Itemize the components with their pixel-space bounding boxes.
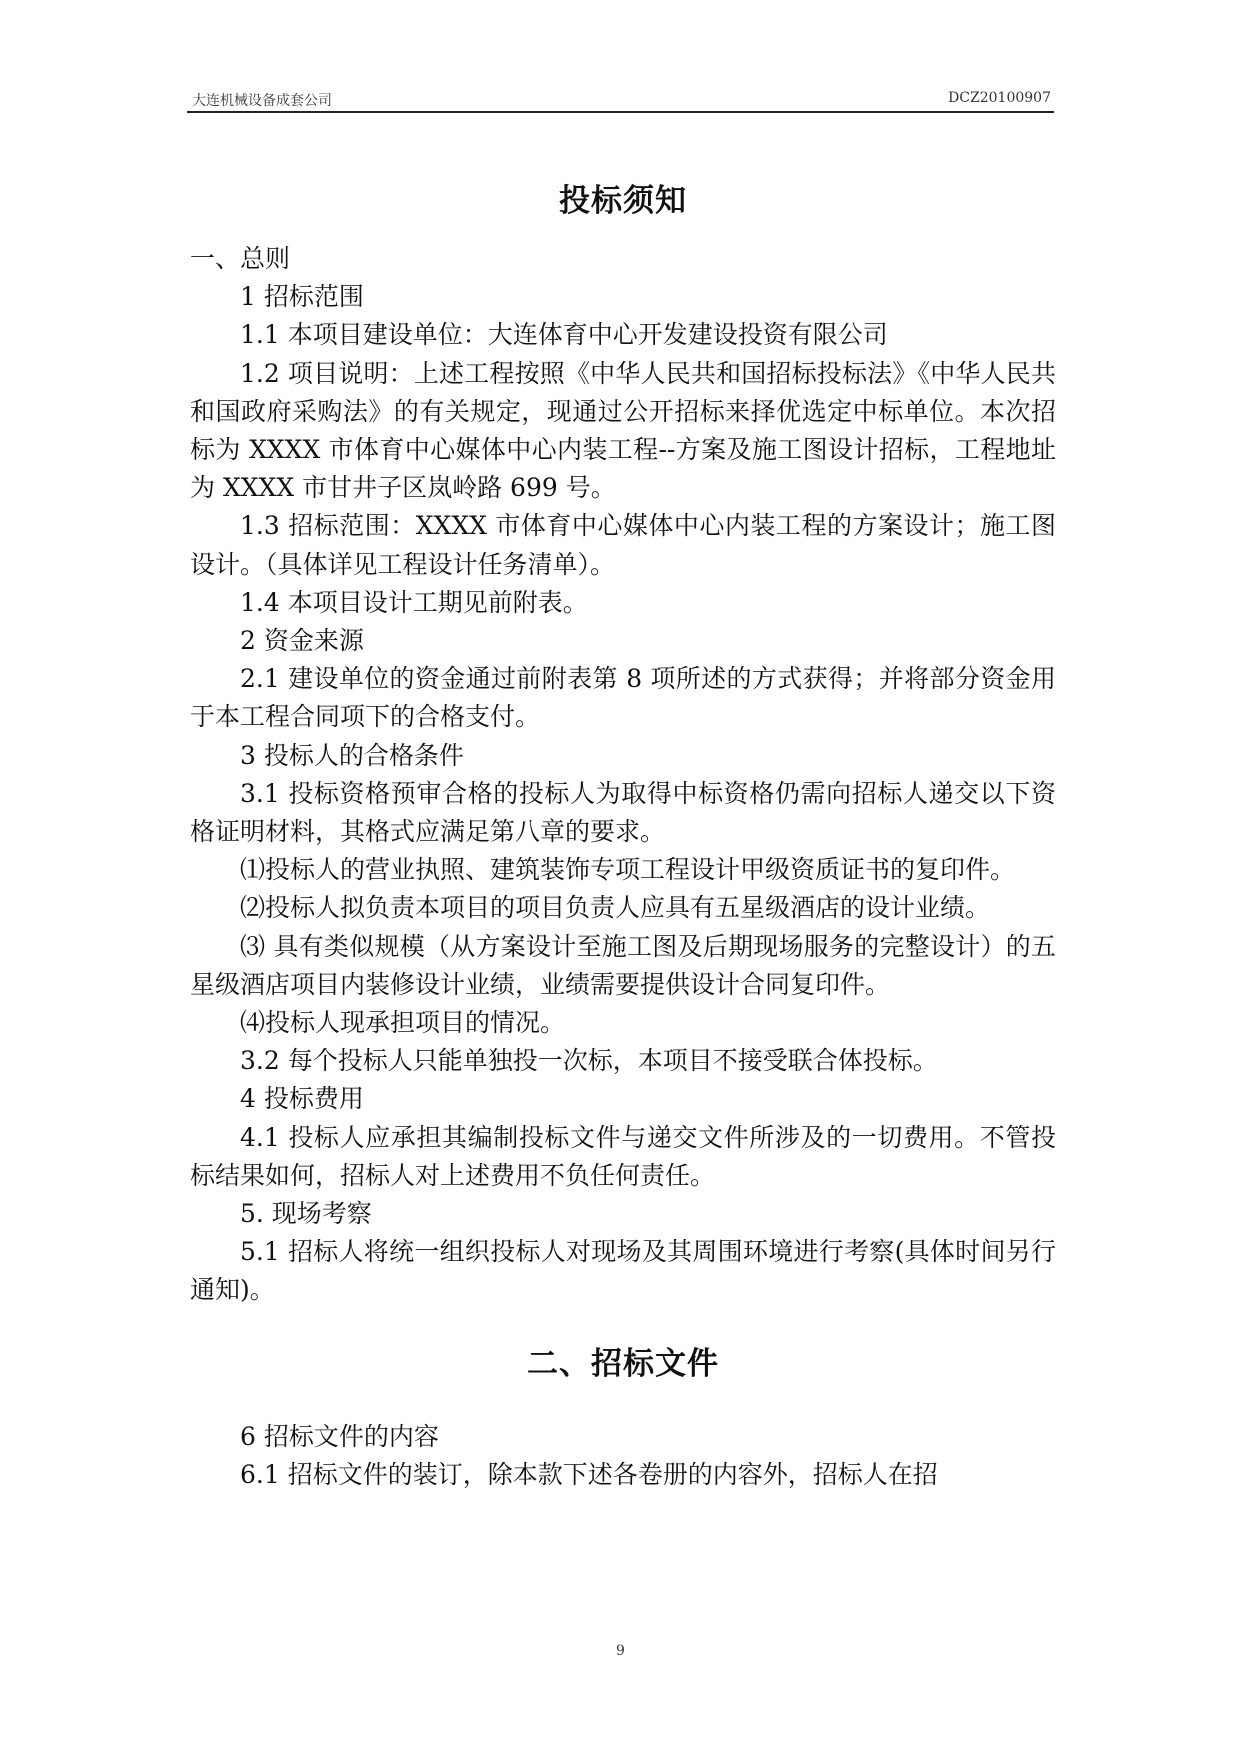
document-title: 投标须知: [559, 183, 687, 219]
list-item-2: ⑵投标人拟负责本项目的项目负责人应具有五星级酒店的设计业绩。: [240, 893, 991, 923]
header-divider: [187, 111, 1054, 113]
paragraph-3-1: 3.1 投标资格预审合格的投标人为取得中标资格仍需向招标人递交以下资格证明材料，其格式应满足第八章的要求。: [190, 778, 1056, 847]
list-item-3: ⑶ 具有类似规模（从方案设计至施工图及后期现场服务的完整设计）的五星级酒店项目内装修设计业绩，业绩需要提供设计合同复印件。: [190, 931, 1056, 999]
paragraph-1-4: 1.4 本项目设计工期见前附表。: [240, 587, 588, 617]
header-doc-code: DCZ20100907: [948, 90, 1051, 106]
section-heading-general: 一、总则: [190, 244, 291, 273]
subheading-eligibility: 3 投标人的合格条件: [240, 740, 464, 770]
subheading-bidding-scope: 1 招标范围: [240, 282, 364, 312]
subheading-tender-doc-contents: 6 招标文件的内容: [240, 1421, 439, 1451]
paragraph-1-2: 1.2 项目说明：上述工程按照《中华人民共和国招标投标法》《中华人民共和国政府采购法》的有关规定，现通过公开招标来择优选定中标单位。本次招标为 XXXX 市体育中心媒体中心内装工程--方案及施工图设计招标，工程地址为 XXXX 市甘井子区岚岭路 699 号。: [190, 358, 1056, 503]
list-item-1: ⑴投标人的营业执照、建筑装饰专项工程设计甲级资质证书的复印件。: [240, 855, 1016, 885]
page-number: 9: [616, 1643, 625, 1659]
subheading-bid-costs: 4 投标费用: [240, 1084, 364, 1114]
document-body: [190, 172, 1056, 1494]
list-item-4: ⑷投标人现承担项目的情况。: [240, 1008, 566, 1038]
subheading-funding: 2 资金来源: [240, 626, 364, 656]
paragraph-3-2: 3.2 每个投标人只能单独投一次标，本项目不接受联合体投标。: [240, 1046, 938, 1076]
header-company: 大连机械设备成套公司: [192, 93, 332, 109]
subheading-site-visit: 5. 现场考察: [240, 1199, 372, 1229]
section-heading-tender-docs: 二、招标文件: [527, 1345, 719, 1382]
paragraph-1-3: 1.3 招标范围：XXXX 市体育中心媒体中心内装工程的方案设计；施工图设计。（具体详见工程设计任务清单）。: [190, 511, 1056, 579]
paragraph-2-1: 2.1 建设单位的资金通过前附表第 8 项所述的方式获得；并将部分资金用于本工程合同项下的合格支付。: [190, 664, 1056, 732]
paragraph-5-1: 5.1 招标人将统一组织投标人对现场及其周围环境进行考察(具体时间另行通知)。: [190, 1237, 1056, 1305]
paragraph-6-1: 6.1 招标文件的装订，除本款下述各卷册的内容外，招标人在招: [240, 1459, 938, 1489]
paragraph-1-1: 1.1 本项目建设单位：大连体育中心开发建设投资有限公司: [240, 320, 888, 350]
paragraph-4-1: 4.1 投标人应承担其编制投标文件与递交文件所涉及的一切费用。不管投标结果如何，招标人对上述费用不负任何责任。: [190, 1122, 1056, 1190]
